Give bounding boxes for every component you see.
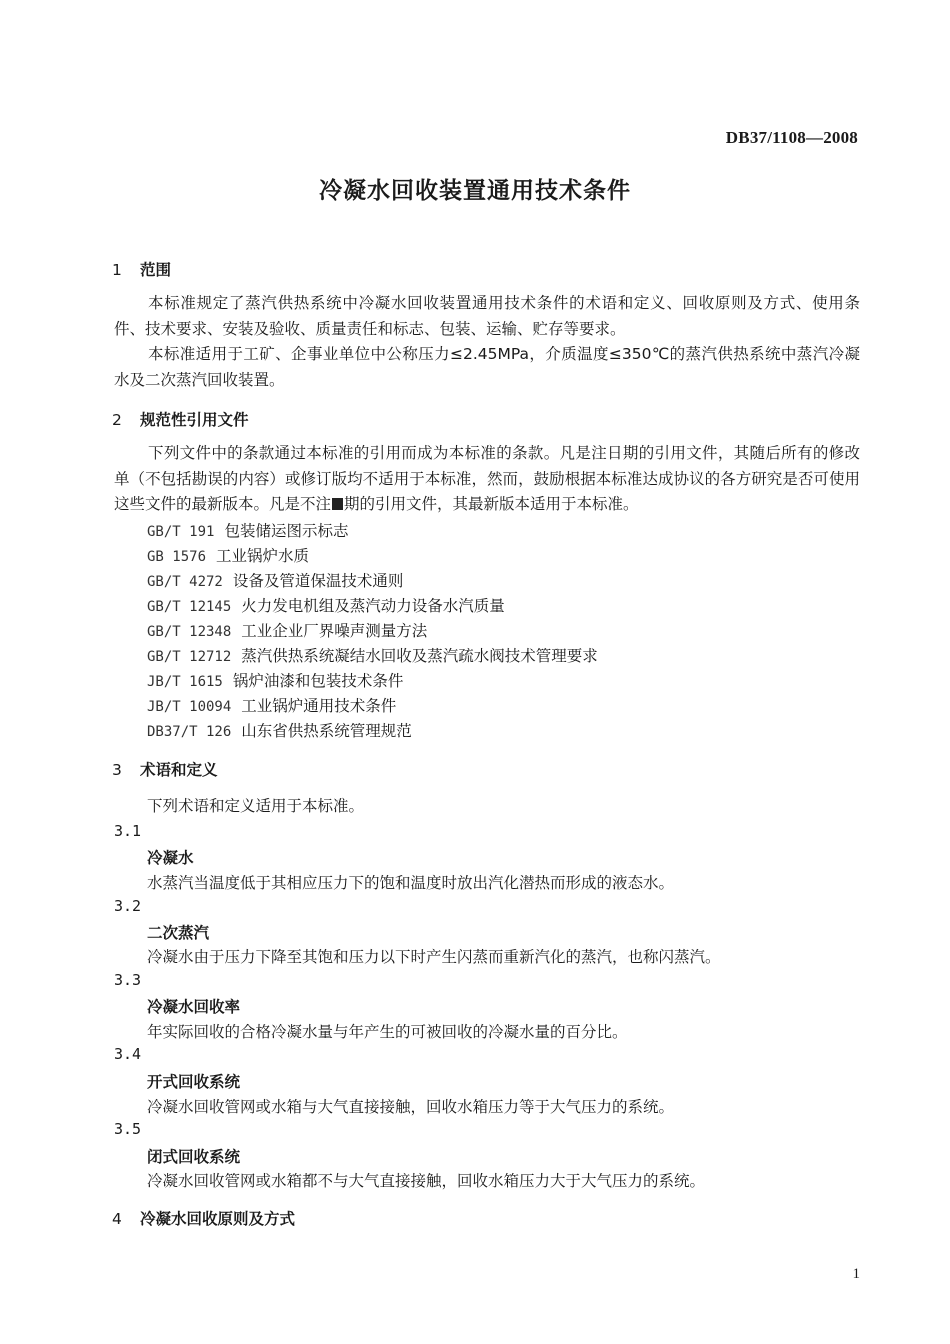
term-number: 3.1: [114, 822, 142, 840]
reference-name: 火力发电机组及蒸汽动力设备水汽质量: [241, 597, 505, 615]
reference-code: GB 1576: [147, 549, 207, 565]
reference-item: [147, 719, 412, 741]
reference-code: GB/T 191: [147, 524, 215, 540]
reference-item: [147, 519, 348, 541]
section-1-heading: [112, 258, 171, 280]
section-4-heading: [112, 1207, 295, 1229]
reference-item: [147, 619, 427, 641]
normative-intro-text-end: 期的引用文件，其最新版本适用于本标准。: [344, 495, 639, 513]
term-name: 闭式回收系统: [147, 1148, 241, 1166]
reference-code: JB/T 10094: [147, 699, 232, 715]
scope-paragraph-1: 本标准规定了蒸汽供热系统中冷凝水回收装置通用技术条件的术语和定义、回收原则及方式、使用条件、技术要求、安装及验收、质量责任和标志、包装、运输、贮存等要求。: [114, 294, 860, 338]
section-number: 4: [112, 1210, 122, 1228]
reference-code: GB/T 12348: [147, 624, 232, 640]
section-3-heading: [112, 758, 218, 780]
term-name: 二次蒸汽: [147, 924, 210, 942]
normative-intro-text: 下列文件中的条款通过本标准的引用而成为本标准的条款。凡是注日期的引用文件，其随后所有的修改单（不包括勘误的内容）或修订版均不适用于本标准，然而，鼓励根据本标准达成协议的各方研究是否可使用这些文件的最新版本。凡是不注: [114, 444, 860, 513]
reference-item: [147, 544, 309, 566]
term-number: 3.4: [114, 1045, 142, 1063]
reference-code: GB/T 12145: [147, 599, 232, 615]
standard-code: DB37/1108—2008: [725, 128, 858, 147]
reference-item: [147, 594, 505, 616]
term-definition: 水蒸汽当温度低于其相应压力下的饱和温度时放出汽化潜热而形成的液态水。: [147, 874, 675, 892]
page-number: 1: [852, 1266, 860, 1282]
section-title: 范围: [140, 261, 172, 279]
term-name: 冷凝水: [147, 849, 194, 867]
reference-name: 工业企业厂界噪声测量方法: [241, 622, 428, 640]
reference-name: 设备及管道保温技术通则: [232, 572, 404, 590]
term-name: 冷凝水回收率: [147, 998, 241, 1016]
reference-name: 锅炉油漆和包装技术条件: [232, 672, 404, 690]
section-number: 3: [112, 761, 122, 779]
reference-item: [147, 669, 403, 691]
scope-paragraph-2: 本标准适用于工矿、企事业单位中公称压力≤2.45MPa，介质温度≤350℃的蒸汽供热系统中蒸汽冷凝水及二次蒸汽回收装置。: [114, 345, 860, 389]
reference-item: [147, 569, 403, 591]
term-definition: 冷凝水由于压力下降至其饱和压力以下时产生闪蒸而重新汽化的蒸汽，也称闪蒸汽。: [147, 948, 721, 966]
reference-item: [147, 644, 598, 666]
reference-item: [147, 694, 396, 716]
term-number: 3.3: [114, 971, 142, 989]
term-definition: 冷凝水回收管网或水箱与大气直接接触，回收水箱压力等于大气压力的系统。: [147, 1098, 675, 1116]
term-number: 3.2: [114, 897, 142, 915]
term-definition: 年实际回收的合格冷凝水量与年产生的可被回收的冷凝水量的百分比。: [147, 1023, 628, 1041]
reference-code: GB/T 4272: [147, 574, 223, 590]
section-title: 冷凝水回收原则及方式: [140, 1210, 296, 1228]
reference-name: 包装储运图示标志: [224, 522, 349, 540]
reference-name: 山东省供热系统管理规范: [241, 722, 412, 740]
term-definition: 冷凝水回收管网或水箱都不与大气直接接触，回收水箱压力大于大气压力的系统。: [147, 1172, 706, 1190]
section-number: 2: [112, 411, 122, 429]
page-title: 冷凝水回收装置通用技术条件: [319, 178, 631, 204]
section-number: 1: [112, 261, 122, 279]
reference-code: GB/T 12712: [147, 649, 232, 665]
section-title: 规范性引用文件: [140, 411, 249, 429]
terms-intro: 下列术语和定义适用于本标准。: [147, 797, 365, 815]
term-name: 开式回收系统: [147, 1073, 241, 1091]
redacted-block-icon: [332, 498, 343, 510]
reference-name: 蒸汽供热系统凝结水回收及蒸汽疏水阀技术管理要求: [241, 647, 598, 665]
reference-code: DB37/T 126: [147, 724, 232, 740]
reference-name: 工业锅炉水质: [216, 547, 310, 565]
normative-intro: [114, 441, 860, 518]
section-2-heading: [112, 408, 249, 430]
term-number: 3.5: [114, 1120, 142, 1138]
section-title: 术语和定义: [140, 761, 218, 779]
reference-name: 工业锅炉通用技术条件: [241, 697, 397, 715]
reference-code: JB/T 1615: [147, 674, 223, 690]
